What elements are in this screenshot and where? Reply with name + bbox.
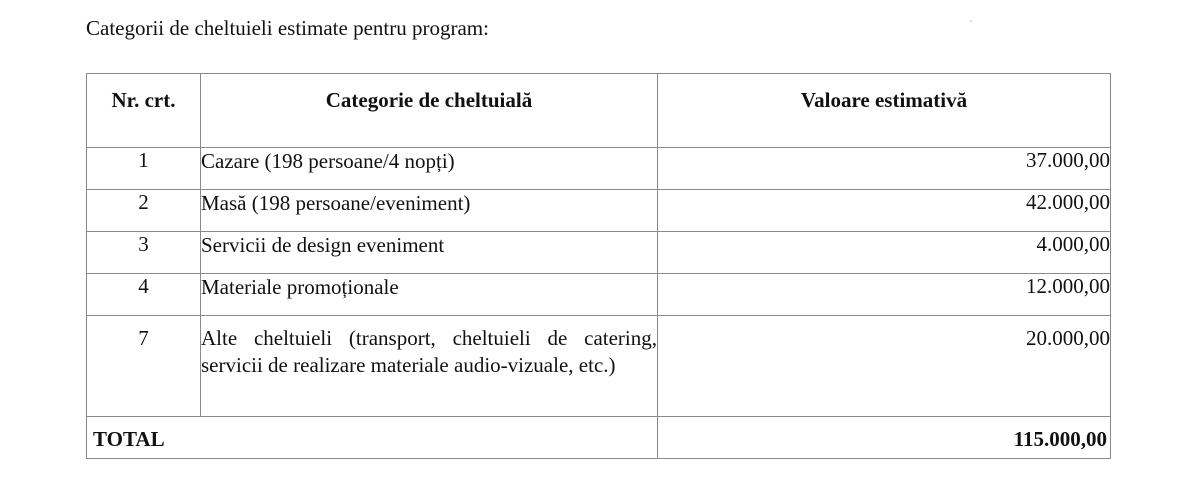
row-value: 37.000,00	[658, 148, 1111, 190]
total-value: 115.000,00	[658, 417, 1111, 459]
header-category: Categorie de cheltuială	[201, 74, 658, 148]
intro-text: Categorii de cheltuieli estimate pentru program:	[86, 16, 489, 40]
row-value: 12.000,00	[658, 274, 1111, 316]
table-row	[87, 190, 1111, 232]
scan-speck	[970, 20, 972, 22]
row-nr: 3	[87, 232, 201, 274]
header-value: Valoare estimativă	[658, 74, 1111, 148]
row-category: Servicii de design eveniment	[201, 232, 658, 274]
row-value: 42.000,00	[658, 190, 1111, 232]
row-value: 4.000,00	[658, 232, 1111, 274]
row-value: 20.000,00	[658, 316, 1111, 417]
table-row	[87, 274, 1111, 316]
table-header-row	[87, 74, 1111, 148]
row-category: Alte cheltuieli (transport, cheltuieli de catering, servicii de realizare materiale audio-vizuale, etc.)	[201, 316, 658, 417]
row-category: Cazare (198 persoane/4 nopți)	[201, 148, 658, 190]
row-nr: 7	[87, 316, 201, 417]
table-row	[87, 232, 1111, 274]
row-nr: 1	[87, 148, 201, 190]
total-row	[87, 417, 1111, 459]
header-nr: Nr. crt.	[87, 74, 201, 148]
table-row	[87, 148, 1111, 190]
row-category: Masă (198 persoane/eveniment)	[201, 190, 658, 232]
row-category: Materiale promoționale	[201, 274, 658, 316]
table-row	[87, 316, 1111, 417]
row-nr: 4	[87, 274, 201, 316]
budget-table	[86, 73, 1111, 459]
total-label: TOTAL	[87, 417, 658, 459]
row-nr: 2	[87, 190, 201, 232]
